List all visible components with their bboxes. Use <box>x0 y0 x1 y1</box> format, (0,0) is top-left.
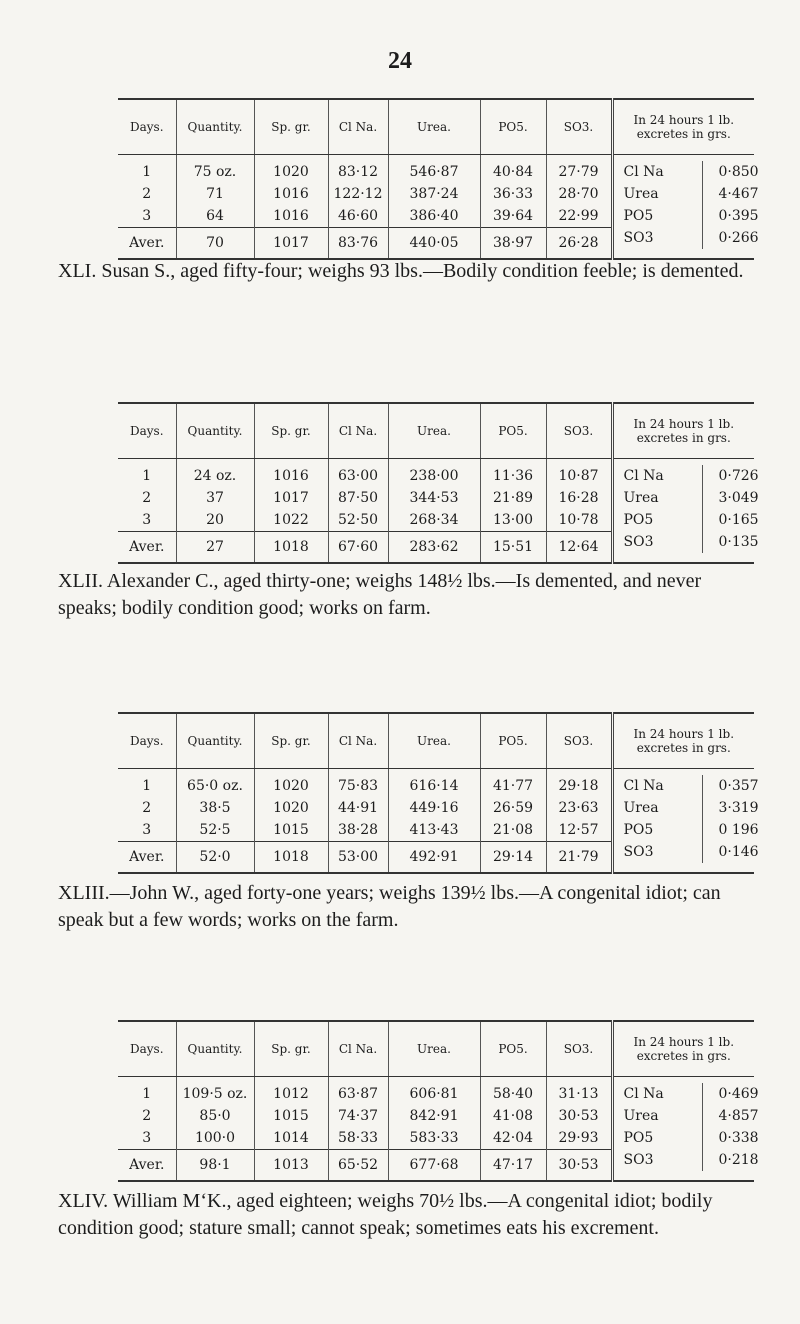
column-header-quantity: Quantity. <box>176 1021 254 1077</box>
average-cell: 70 <box>176 228 254 260</box>
excretes-value: 0·395 <box>718 208 759 224</box>
column-header-sp-gr: Sp. gr. <box>254 99 328 155</box>
table-cell: 386·40 <box>388 205 480 228</box>
average-cell: 1013 <box>254 1150 328 1182</box>
column-header-excretes: In 24 hours 1 lb. excretes in grs. <box>612 713 754 769</box>
average-cell: 12·64 <box>546 532 612 564</box>
table-cell: 1016 <box>254 459 328 488</box>
column-header-urea: Urea. <box>388 403 480 459</box>
table-cell: 1 <box>142 468 152 484</box>
column-header-urea: Urea. <box>388 99 480 155</box>
column-header-cl-na: Cl Na. <box>328 1021 388 1077</box>
column-header-quantity: Quantity. <box>176 403 254 459</box>
excretes-label: Cl Na <box>623 164 664 180</box>
table-cell: 1016 <box>254 205 328 228</box>
average-cell: 440·05 <box>388 228 480 260</box>
table-cell: 3 <box>142 822 152 838</box>
average-cell: 38·97 <box>480 228 546 260</box>
table-cell: 42·04 <box>480 1127 546 1150</box>
table-row <box>118 769 754 798</box>
excretes-summary <box>612 155 759 260</box>
table-cell: 38·5 <box>176 797 254 819</box>
excretes-label: SO3 <box>623 1152 654 1168</box>
excretes-summary <box>612 1077 759 1182</box>
table-cell: 546·87 <box>388 155 480 184</box>
excretes-value: 0·266 <box>718 230 759 246</box>
excretes-divider <box>702 775 703 863</box>
excretes-value: 0·726 <box>718 468 759 484</box>
table-cell: 387·24 <box>388 183 480 205</box>
column-header-so3: SO3. <box>546 1021 612 1077</box>
average-cell: 677·68 <box>388 1150 480 1182</box>
excretes-value: 3·049 <box>718 490 759 506</box>
table-row <box>118 155 754 184</box>
column-header-days: Days. <box>118 99 176 155</box>
excretes-value: 0 196 <box>718 822 759 838</box>
excretes-label: Urea <box>623 800 659 816</box>
table-cell: 1022 <box>254 509 328 532</box>
table-cell: 64 <box>176 205 254 228</box>
page-number: 24 <box>388 48 412 74</box>
table-cell: 1012 <box>254 1077 328 1106</box>
table-cell: 21·08 <box>480 819 546 842</box>
average-cell: 52·0 <box>176 842 254 874</box>
case-paragraph-xliii: XLIII.—John W., aged forty-one years; weighs 139½ lbs.—A congenital idiot; can speak but a few words; works on the farm. <box>58 882 721 931</box>
table-cell: 344·53 <box>388 487 480 509</box>
table-cell: 83·12 <box>328 155 388 184</box>
column-header-sp-gr: Sp. gr. <box>254 403 328 459</box>
column-header-so3: SO3. <box>546 99 612 155</box>
table-cell: 16·28 <box>546 487 612 509</box>
excretes-value: 4·857 <box>718 1108 759 1124</box>
column-header-sp-gr: Sp. gr. <box>254 713 328 769</box>
table-cell: 1 <box>142 164 152 180</box>
excretes-divider <box>702 465 703 553</box>
excretes-label: Urea <box>623 186 659 202</box>
excretes-summary <box>612 769 759 874</box>
table-cell: 75 oz. <box>176 155 254 184</box>
column-header-days: Days. <box>118 403 176 459</box>
column-header-days: Days. <box>118 713 176 769</box>
excretes-value: 0·338 <box>718 1130 759 1146</box>
table-cell: 10·87 <box>546 459 612 488</box>
average-cell: 492·91 <box>388 842 480 874</box>
table-cell: 1017 <box>254 487 328 509</box>
table-cell: 29·93 <box>546 1127 612 1150</box>
excretes-summary <box>612 459 759 564</box>
table-cell: 449·16 <box>388 797 480 819</box>
table-cell: 24 oz. <box>176 459 254 488</box>
table-cell: 63·87 <box>328 1077 388 1106</box>
average-cell: 53·00 <box>328 842 388 874</box>
table-cell: 2 <box>142 800 152 816</box>
excretes-label: PO5 <box>623 208 654 224</box>
excretes-value: 0·146 <box>718 844 759 860</box>
table-cell: 238·00 <box>388 459 480 488</box>
table-row <box>118 1077 754 1106</box>
excretes-divider <box>702 1083 703 1171</box>
table-cell: 37 <box>176 487 254 509</box>
table-cell: 41·77 <box>480 769 546 798</box>
average-cell: 65·52 <box>328 1150 388 1182</box>
table-cell: 85·0 <box>176 1105 254 1127</box>
column-header-sp-gr: Sp. gr. <box>254 1021 328 1077</box>
table-row <box>118 459 754 488</box>
excretes-value: 0·218 <box>718 1152 759 1168</box>
excretes-label: Cl Na <box>623 778 664 794</box>
table-cell: 1020 <box>254 155 328 184</box>
table-cell: 44·91 <box>328 797 388 819</box>
excretes-value: 3·319 <box>718 800 759 816</box>
column-header-cl-na: Cl Na. <box>328 99 388 155</box>
table-cell: 22·99 <box>546 205 612 228</box>
table-cell: 41·08 <box>480 1105 546 1127</box>
average-cell: Aver. <box>118 532 176 564</box>
average-cell: 1018 <box>254 842 328 874</box>
table-cell: 74·37 <box>328 1105 388 1127</box>
table-cell: 2 <box>142 1108 152 1124</box>
table-cell: 58·33 <box>328 1127 388 1150</box>
column-header-so3: SO3. <box>546 403 612 459</box>
table-cell: 20 <box>176 509 254 532</box>
table-cell: 23·63 <box>546 797 612 819</box>
excretes-label: SO3 <box>623 534 654 550</box>
column-header-cl-na: Cl Na. <box>328 403 388 459</box>
table-cell: 413·43 <box>388 819 480 842</box>
column-header-urea: Urea. <box>388 713 480 769</box>
excretes-divider <box>702 161 703 249</box>
table-cell: 1015 <box>254 819 328 842</box>
table-cell: 1015 <box>254 1105 328 1127</box>
average-cell: 27 <box>176 532 254 564</box>
excretes-label: PO5 <box>623 1130 654 1146</box>
table-cell: 1016 <box>254 183 328 205</box>
average-cell: 98·1 <box>176 1150 254 1182</box>
table-cell: 11·36 <box>480 459 546 488</box>
table-cell: 75·83 <box>328 769 388 798</box>
urine-analysis-table <box>118 98 759 260</box>
excretes-value: 0·135 <box>718 534 759 550</box>
table-cell: 71 <box>176 183 254 205</box>
excretes-label: PO5 <box>623 822 654 838</box>
table-cell: 1020 <box>254 769 328 798</box>
urine-analysis-table <box>118 1020 759 1182</box>
table-cell: 10·78 <box>546 509 612 532</box>
table-cell: 30·53 <box>546 1105 612 1127</box>
table-cell: 1 <box>142 778 152 794</box>
table-cell: 29·18 <box>546 769 612 798</box>
excretes-value: 0·469 <box>718 1086 759 1102</box>
table-cell: 1014 <box>254 1127 328 1150</box>
average-cell: 67·60 <box>328 532 388 564</box>
column-header-excretes: In 24 hours 1 lb. excretes in grs. <box>612 403 754 459</box>
case-paragraph-xliv: XLIV. William M‘K., aged eighteen; weighs 70½ lbs.—A congenital idiot; bodily condition good; stature small; cannot speak; sometimes eats his excrement. <box>58 1190 713 1239</box>
column-header-excretes: In 24 hours 1 lb. excretes in grs. <box>612 1021 754 1077</box>
excretes-value: 0·165 <box>718 512 759 528</box>
average-cell: Aver. <box>118 228 176 260</box>
table-cell: 268·34 <box>388 509 480 532</box>
table-cell: 27·79 <box>546 155 612 184</box>
average-cell: 26·28 <box>546 228 612 260</box>
column-header-po5: PO5. <box>480 1021 546 1077</box>
table-cell: 52·5 <box>176 819 254 842</box>
urine-analysis-table <box>118 712 759 874</box>
table-cell: 616·14 <box>388 769 480 798</box>
excretes-label: Urea <box>623 490 659 506</box>
table-cell: 109·5 oz. <box>176 1077 254 1106</box>
average-cell: 30·53 <box>546 1150 612 1182</box>
table-cell: 31·13 <box>546 1077 612 1106</box>
average-cell: 21·79 <box>546 842 612 874</box>
table-cell: 1 <box>142 1086 152 1102</box>
excretes-label: Urea <box>623 1108 659 1124</box>
table-cell: 2 <box>142 186 152 202</box>
table-cell: 28·70 <box>546 183 612 205</box>
average-cell: 47·17 <box>480 1150 546 1182</box>
table-cell: 63·00 <box>328 459 388 488</box>
table-cell: 3 <box>142 208 152 224</box>
table-cell: 3 <box>142 1130 152 1146</box>
average-cell: 29·14 <box>480 842 546 874</box>
table-cell: 46·60 <box>328 205 388 228</box>
table-cell: 58·40 <box>480 1077 546 1106</box>
column-header-po5: PO5. <box>480 403 546 459</box>
average-cell: 1017 <box>254 228 328 260</box>
case-paragraph-xli: XLI. Susan S., aged fifty-four; weighs 93 lbs.—Bodily condition feeble; is demented. <box>58 260 744 282</box>
column-header-days: Days. <box>118 1021 176 1077</box>
excretes-label: SO3 <box>623 844 654 860</box>
column-header-urea: Urea. <box>388 1021 480 1077</box>
table-cell: 1020 <box>254 797 328 819</box>
excretes-label: PO5 <box>623 512 654 528</box>
table-cell: 38·28 <box>328 819 388 842</box>
case-paragraph-xlii: XLII. Alexander C., aged thirty-one; weighs 148½ lbs.—Is demented, and never speaks; bodily condition good; works on farm. <box>58 570 702 619</box>
urine-analysis-table <box>118 402 759 564</box>
table-cell: 40·84 <box>480 155 546 184</box>
table-cell: 52·50 <box>328 509 388 532</box>
table-cell: 12·57 <box>546 819 612 842</box>
table-cell: 21·89 <box>480 487 546 509</box>
table-cell: 2 <box>142 490 152 506</box>
column-header-quantity: Quantity. <box>176 99 254 155</box>
average-cell: Aver. <box>118 842 176 874</box>
column-header-po5: PO5. <box>480 713 546 769</box>
table-cell: 87·50 <box>328 487 388 509</box>
column-header-so3: SO3. <box>546 713 612 769</box>
excretes-value: 0·850 <box>718 164 759 180</box>
excretes-label: Cl Na <box>623 468 664 484</box>
table-cell: 606·81 <box>388 1077 480 1106</box>
average-cell: 15·51 <box>480 532 546 564</box>
table-cell: 36·33 <box>480 183 546 205</box>
table-cell: 65·0 oz. <box>176 769 254 798</box>
excretes-label: Cl Na <box>623 1086 664 1102</box>
column-header-excretes: In 24 hours 1 lb. excretes in grs. <box>612 99 754 155</box>
column-header-quantity: Quantity. <box>176 713 254 769</box>
excretes-label: SO3 <box>623 230 654 246</box>
average-cell: 1018 <box>254 532 328 564</box>
excretes-value: 0·357 <box>718 778 759 794</box>
excretes-value: 4·467 <box>718 186 759 202</box>
table-cell: 3 <box>142 512 152 528</box>
table-cell: 39·64 <box>480 205 546 228</box>
table-cell: 100·0 <box>176 1127 254 1150</box>
average-cell: 283·62 <box>388 532 480 564</box>
average-cell: 83·76 <box>328 228 388 260</box>
column-header-cl-na: Cl Na. <box>328 713 388 769</box>
average-cell: Aver. <box>118 1150 176 1182</box>
table-cell: 583·33 <box>388 1127 480 1150</box>
table-cell: 13·00 <box>480 509 546 532</box>
table-cell: 122·12 <box>328 183 388 205</box>
table-cell: 26·59 <box>480 797 546 819</box>
table-cell: 842·91 <box>388 1105 480 1127</box>
column-header-po5: PO5. <box>480 99 546 155</box>
